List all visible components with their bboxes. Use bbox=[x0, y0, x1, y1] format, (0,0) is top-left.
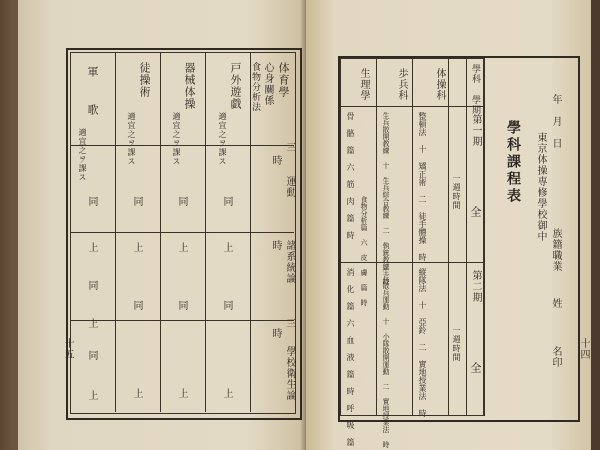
gymnastics-term1: 整頓法 十 矯正術 二 徒手體操 時 bbox=[418, 112, 427, 261]
subject-gymnastics: 体操科 bbox=[434, 68, 445, 101]
cell-text: 心身關係 bbox=[262, 62, 273, 106]
form-seal: 名印 bbox=[550, 346, 561, 368]
term2-label: 第二期 bbox=[470, 270, 481, 303]
term2-hours: 一週時間 bbox=[452, 326, 461, 362]
cell-text: 同 bbox=[86, 350, 97, 361]
curriculum-title: 學科課程表 bbox=[505, 120, 521, 205]
col-divider bbox=[376, 58, 377, 416]
col-divider bbox=[466, 58, 467, 416]
cell-text: 同 bbox=[86, 196, 97, 207]
physiology-term1: 骨 骼 篇 六 筋 肉 篇 時 bbox=[346, 112, 355, 239]
row-divider bbox=[70, 145, 294, 146]
cell-text: 適宜之ヲ課ス bbox=[78, 128, 87, 182]
cell-text: 上 bbox=[176, 242, 187, 253]
right-page bbox=[306, 0, 591, 450]
cell-text: 適宜之ヲ課ス bbox=[127, 112, 136, 166]
term1-hours: 一週時間 bbox=[452, 174, 461, 210]
cell-text: 適宜之ヲ課ス bbox=[218, 112, 227, 166]
cell-text: 適宜之ヲ課ス bbox=[172, 112, 181, 166]
cell-text: 三 bbox=[284, 142, 295, 153]
gymnastics-term2: 縱隊法 十 亞鈴 二 實地授業法 時 bbox=[418, 268, 427, 417]
cell-text: 上 bbox=[86, 390, 97, 401]
form-year: 年 bbox=[550, 94, 561, 105]
form-day: 日 bbox=[550, 138, 561, 149]
form-name: 姓 bbox=[550, 298, 561, 309]
cell-text: 上 bbox=[131, 242, 142, 253]
header-subject-term: 學科 學期 bbox=[470, 64, 480, 115]
cell-text: 上 bbox=[221, 388, 232, 399]
col-header-military-song: 軍 bbox=[86, 66, 99, 78]
col-divider bbox=[484, 58, 485, 416]
cell-text: 時 bbox=[270, 155, 281, 166]
infantry-term2: 生兵散兵運動 十 小隊散開運動 二 實地授業法 時 bbox=[382, 268, 390, 448]
cell-text: 三 bbox=[284, 318, 295, 329]
cell-text: 上 bbox=[176, 388, 187, 399]
cell-text: 同 bbox=[176, 300, 187, 311]
cell-text: 同 bbox=[131, 300, 142, 311]
form-month: 月 bbox=[550, 116, 561, 127]
term1-note: 全 bbox=[469, 206, 482, 218]
col-header-freehand: 徒操術 bbox=[138, 62, 151, 98]
left-page bbox=[18, 0, 306, 450]
cell-text: 學校衛生論 bbox=[284, 346, 295, 401]
cell-text: 食物分析法 bbox=[250, 62, 260, 112]
cell-text: 運動 bbox=[284, 176, 295, 198]
cell-text: 上 bbox=[86, 318, 97, 329]
col-divider bbox=[448, 58, 449, 416]
col-header-apparatus: 器械体操 bbox=[183, 62, 196, 110]
term2-note: 全 bbox=[469, 362, 482, 374]
cell-text: 同 bbox=[131, 196, 142, 207]
form-status: 族籍職業 bbox=[550, 228, 561, 272]
infantry-term1: 生兵散開教練 十 生兵綜合教練 二 執銃教練 時 bbox=[382, 112, 390, 285]
cell-text: 歌 bbox=[86, 104, 99, 116]
cell-text: 時 bbox=[270, 328, 281, 339]
col-divider bbox=[412, 58, 413, 416]
col-header-taiiku: 体育學 bbox=[277, 62, 290, 98]
cell-text: 同 bbox=[176, 196, 187, 207]
cell-text: 時 bbox=[270, 240, 281, 251]
cell-text: 上 bbox=[221, 242, 232, 253]
subject-physiology: 生理學 bbox=[358, 68, 369, 101]
cell-text: 同 bbox=[86, 280, 97, 291]
subject-infantry: 歩兵科 bbox=[396, 68, 407, 101]
row-divider bbox=[70, 320, 294, 321]
cell-text: 上 bbox=[86, 242, 97, 253]
cell-text: 同 bbox=[221, 196, 232, 207]
cell-text: 同 bbox=[221, 300, 232, 311]
physiology-term1b: 食物分析篇 六 皮 膚 篇 時 bbox=[360, 196, 368, 306]
school-name: 東京体操専修學校御中 bbox=[535, 132, 546, 242]
term1-label: 第一期 bbox=[470, 114, 481, 147]
col-header-outdoor: 戸外遊戯 bbox=[229, 62, 242, 110]
row-divider bbox=[70, 232, 294, 233]
page-number-left: 十五 bbox=[62, 338, 73, 360]
physiology-term2: 消 化 篇 六 血 液 篇 時 呼 吸 篇 bbox=[346, 268, 355, 446]
cell-text: 上 bbox=[131, 388, 142, 399]
page-number-right: 十四 bbox=[578, 338, 589, 360]
cell-text: 諸系統論 bbox=[284, 240, 295, 284]
